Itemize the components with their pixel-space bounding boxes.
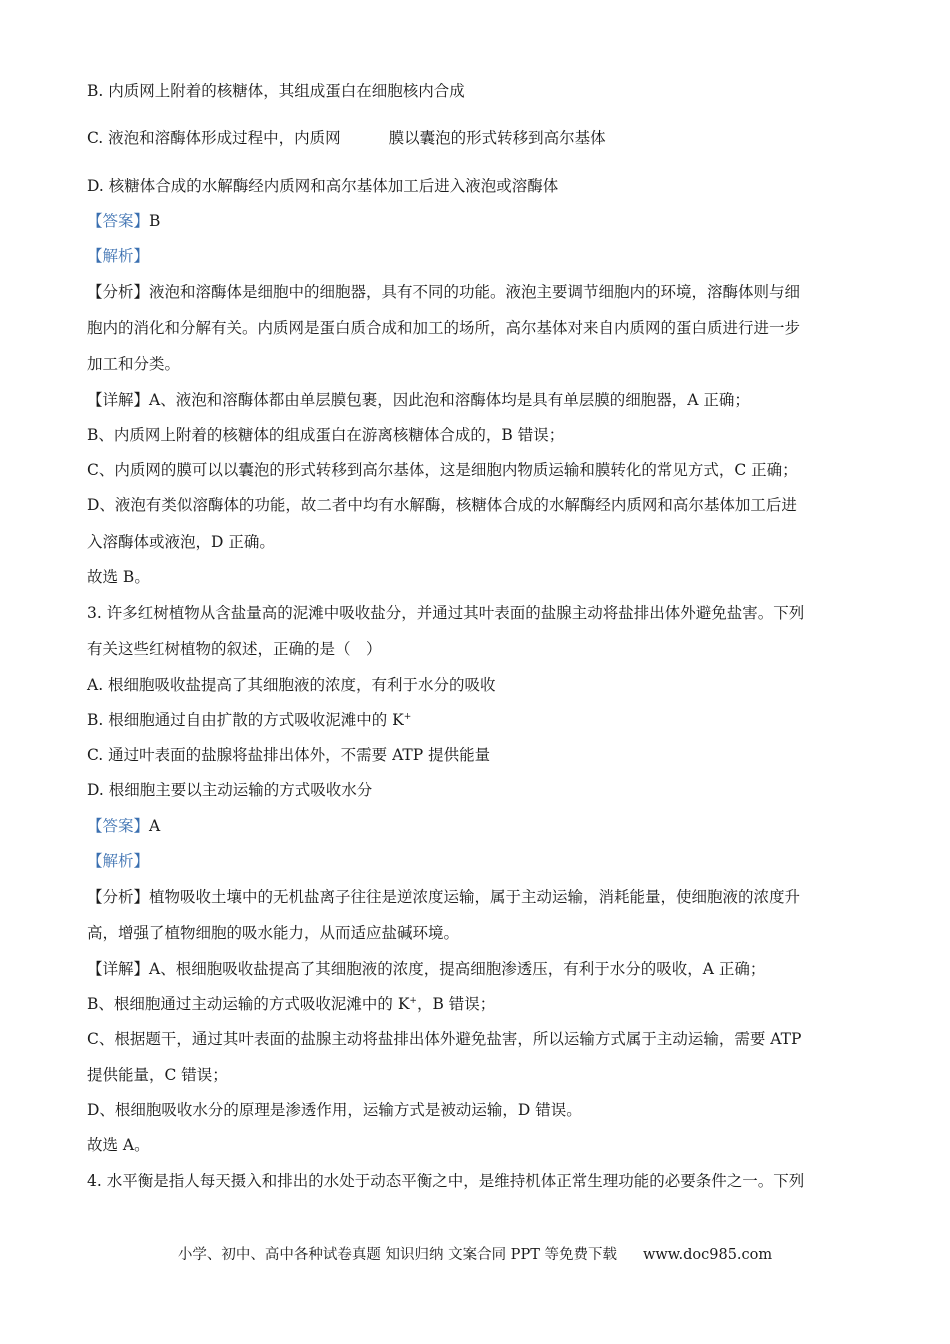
q3-option-b-sup: +: [403, 711, 412, 722]
q3-answer-value: A: [149, 817, 161, 835]
q3-detail-b-end: ，B 错误；: [416, 995, 496, 1013]
q3-stem-line-1: 3. 许多红树植物从含盐量高的泥滩中吸收盐分，并通过其叶表面的盐腺主动将盐排出体外避免盐害。下列: [87, 604, 805, 622]
q2-detail-text-1: A、液泡和溶酶体都由单层膜包裹，因此泡和溶酶体均是具有单层膜的细胞器，A 正确；: [149, 391, 750, 409]
q2-detail-line-4: D、液泡有类似溶酶体的功能，故二者中均有水解酶，核糖体合成的水解酶经内质网和高尔基体加工后进: [87, 496, 797, 514]
q3-option-b: [87, 709, 411, 731]
q3-detail-text-1: A、根细胞吸收盐提高了其细胞液的浓度，提高细胞渗透压，有利于水分的吸收，A 正确；: [149, 960, 766, 978]
q3-option-d: D. 根细胞主要以主动运输的方式吸收水分: [87, 781, 373, 799]
q2-analysis-line-1: [87, 281, 800, 303]
q3-answer: [87, 815, 160, 837]
footer-site-link[interactable]: www.doc985.com: [642, 1247, 773, 1263]
q3-detail-line-1: [87, 958, 765, 980]
q2-option-c-part1: C. 液泡和溶酶体形成过程中，内质网: [87, 129, 341, 147]
q2-analysis-text-1: 液泡和溶酶体是细胞中的细胞器，具有不同的功能。液泡主要调节细胞内的环境，溶酶体则与细: [149, 283, 801, 301]
q4-stem-line-1: 4. 水平衡是指人每天摄入和排出的水处于动态平衡之中，是维持机体正常生理功能的必要条件之一。下列: [87, 1172, 805, 1190]
q2-analysis-line-3: 加工和分类。: [87, 355, 181, 373]
q2-option-c: [87, 127, 606, 149]
q3-stem-line-2: 有关这些红树植物的叙述，正确的是（ ）: [87, 640, 382, 658]
q2-detail-tag: 【详解】: [87, 391, 150, 409]
q3-answer-tag: 【答案】: [87, 817, 150, 835]
q3-detail-line-2: [87, 993, 495, 1015]
q3-option-a: A. 根细胞吸收盐提高了其细胞液的浓度，有利于水分的吸收: [87, 676, 496, 694]
q2-option-c-part2: 膜以囊泡的形式转移到高尔基体: [388, 129, 606, 147]
q3-analysis-line-1: [87, 886, 800, 908]
q3-analysis-text-1: 植物吸收土壤中的无机盐离子往往是逆浓度运输，属于主动运输，消耗能量，使细胞液的浓度升: [149, 888, 801, 906]
q3-detail-b-text: B、根细胞通过主动运输的方式吸收泥滩中的 K: [87, 995, 410, 1013]
q2-detail-line-1: [87, 389, 750, 411]
q2-conclusion: 故选 B。: [87, 568, 150, 586]
q3-detail-tag: 【详解】: [87, 960, 150, 978]
q3-detail-line-5: D、根细胞吸收水分的原理是渗透作用，运输方式是被动运输，D 错误。: [87, 1101, 582, 1119]
q2-answer: [87, 210, 160, 232]
q3-conclusion: 故选 A。: [87, 1136, 150, 1154]
q2-analysis-tag: 【分析】: [87, 283, 150, 301]
q2-option-b: B. 内质网上附着的核糖体，其组成蛋白在细胞核内合成: [87, 82, 465, 100]
q3-explain-tag: 【解析】: [87, 852, 150, 870]
q3-option-c: C. 通过叶表面的盐腺将盐排出体外，不需要 ATP 提供能量: [87, 746, 491, 764]
q3-option-b-text: B. 根细胞通过自由扩散的方式吸收泥滩中的 K: [87, 711, 404, 729]
q2-answer-tag: 【答案】: [87, 212, 150, 230]
q2-detail-line-2: B、内质网上附着的核糖体的组成蛋白在游离核糖体合成的，B 错误；: [87, 426, 565, 444]
q2-answer-value: B: [149, 212, 161, 230]
page-footer: [0, 1244, 950, 1266]
q3-detail-line-3: C、根据题干，通过其叶表面的盐腺主动将盐排出体外避免盐害，所以运输方式属于主动运输，需要 ATP: [87, 1030, 802, 1048]
q3-detail-line-4: 提供能量，C 错误；: [87, 1066, 228, 1084]
q2-analysis-line-2: 胞内的消化和分解有关。内质网是蛋白质合成和加工的场所，高尔基体对来自内质网的蛋白质进行进一步: [87, 319, 801, 337]
q3-analysis-tag: 【分析】: [87, 888, 150, 906]
q2-option-d: D. 核糖体合成的水解酶经内质网和高尔基体加工后进入液泡或溶酶体: [87, 177, 559, 195]
q2-explain-tag: 【解析】: [87, 247, 150, 265]
footer-text: 小学、初中、高中各种试卷真题 知识归纳 文案合同 PPT 等免费下载: [177, 1247, 617, 1263]
q3-analysis-line-2: 高，增强了植物细胞的吸水能力，从而适应盐碱环境。: [87, 924, 460, 942]
q2-detail-line-5: 入溶酶体或液泡，D 正确。: [87, 533, 275, 551]
q2-detail-line-3: C、内质网的膜可以以囊泡的形式转移到高尔基体，这是细胞内物质运输和膜转化的常见方式，C 正确；: [87, 461, 798, 479]
q3-detail-b-sup: +: [409, 995, 417, 1006]
